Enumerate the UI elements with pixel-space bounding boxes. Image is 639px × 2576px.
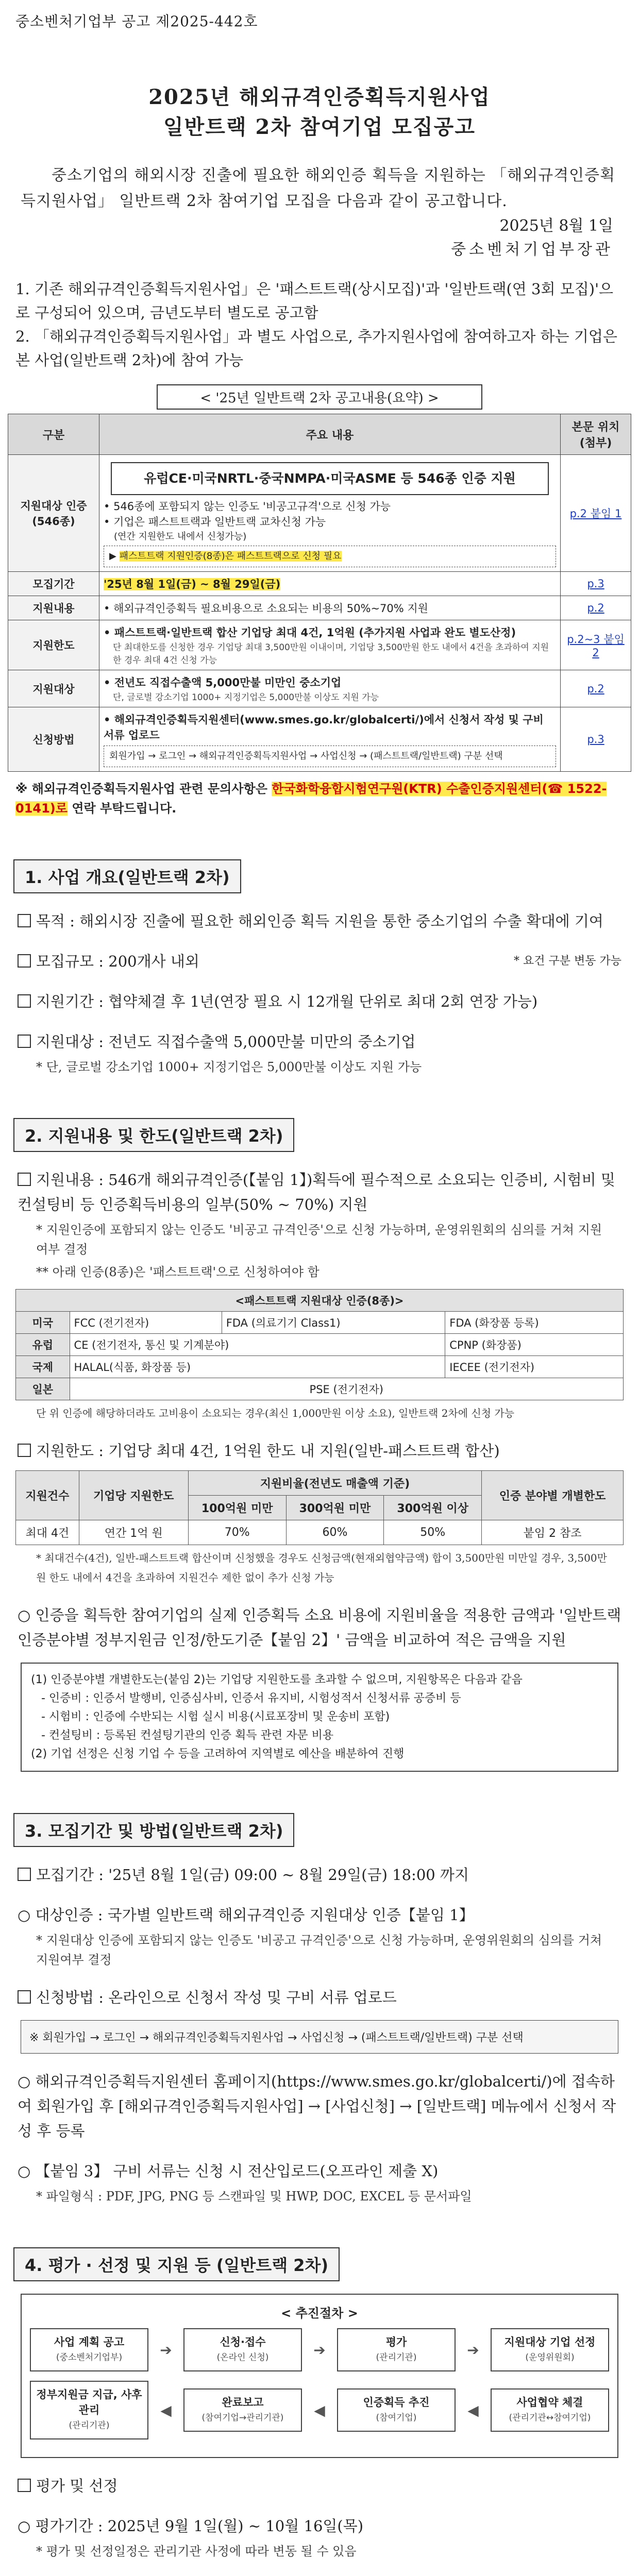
- ref-link[interactable]: p.2: [561, 596, 631, 620]
- ref-link[interactable]: p.2: [561, 670, 631, 707]
- checkbox-icon: [18, 1035, 31, 1048]
- s3-site: ○ 해외규격인증획득지원센터 홈페이지(https://www.smes.go.kr/globalcerti/)에 접속하여 회원가입 후 [해외규격인증획득지원사업] → [사업신청] → [일반트랙] 메뉴에서 신청서 작성 후 등록: [18, 2073, 616, 2140]
- row-content: • 해외규격인증획득 필요비용으로 소요되는 비용의 50%~70% 지원: [99, 596, 561, 620]
- ratio-note: * 최대건수(4건), 일반-패스트트랙 합산이며 신청했을 경우도 신청금액(현재외협약금액) 합이 3,500만원 미만일 경우, 3,500만원 한도 내에서 4건을 초과하여 지원건수 제한 없이 추가 신청 가능: [36, 1552, 607, 1584]
- s2-sub-note: * 지원인증에 포함되지 않는 인증도 '비공고 규격인증'으로 신청 가능하며, 운영위원회의 심의를 거쳐 지원여부 결정: [36, 1223, 602, 1257]
- section-4-title: 4. 평가 · 선정 및 지원 등 (일반트랙 2차): [13, 2247, 340, 2281]
- s3-period: 모집기간 : '25년 8월 1일(금) 09:00 ~ 8월 29일(금) 18:00 까지: [18, 1862, 621, 1887]
- section-2-title: 2. 지원내용 및 한도(일반트랙 2차): [13, 1118, 294, 1152]
- apply-flow: 회원가입 → 로그인 → 해외규격인증획득지원사업 → 사업신청 → (패스트트랙/일반트랙) 구분 선택: [104, 745, 556, 767]
- ratio-cell: 연간 1억 원: [79, 1520, 188, 1545]
- ratio-header: 기업당 지원한도: [79, 1471, 188, 1520]
- intro-paragraph: 중소기업의 해외시장 진출에 필요한 해외인증 획득을 지원하는 「해외규격인증획득지원사업」 일반트랙 2차 참여기업 모집을 다음과 같이 공고합니다.: [21, 166, 616, 210]
- fasttrack-table: [15, 1289, 624, 1400]
- cert-cell: PSE (전기전자): [70, 1378, 623, 1400]
- s3-method: 신청방법 : 온라인으로 신청서 작성 및 구비 서류 업로드: [18, 1985, 621, 2010]
- row-label-apply: 신청방법: [8, 707, 99, 772]
- target-item: (연간 지원한도 내에서 신청가능): [114, 531, 247, 542]
- contact-highlight: 한국화학융합시험연구원(KTR) 수출인증지원센터(☎ 1522-0141)로: [15, 782, 607, 816]
- s1-scale: 모집규모 : 200개사 내외 * 요건 구분 변동 가능: [18, 949, 621, 974]
- checkbox-icon: [18, 994, 31, 1008]
- process-step: 사업협약 체결 (관리기관↔참여기업): [491, 2388, 609, 2432]
- box-line: - 시험비 : 인증에 수반되는 시험 실시 비용(시료포장비 및 운송비 포함): [41, 1710, 390, 1723]
- ratio-subheader: 300억원 이상: [384, 1496, 482, 1520]
- section-3-title: 3. 모집기간 및 방법(일반트랙 2차): [13, 1813, 294, 1847]
- summary-caption: < '25년 일반트랙 2차 공고내용(요약) >: [157, 384, 482, 410]
- fasttrack-note: 단 위 인증에 해당하더라도 고비용이 소요되는 경우(최신 1,000만원 이상 소요), 일반트랙 2차에 신청 가능: [36, 1407, 515, 1419]
- title-line-2: 일반트랙 2차 참여기업 모집공고: [163, 115, 476, 139]
- apply-flow-box: ※ 회원가입 → 로그인 → 해외규격인증획득지원사업 → 사업신청 → (패스트트랙/일반트랙) 구분 선택: [21, 2020, 618, 2054]
- row-label-period: 모집기간: [8, 572, 99, 596]
- s1-eligibility: 지원대상 : 전년도 직접수출액 5,000만불 미만의 중소기업: [18, 1029, 621, 1054]
- s4-eval-period: ○ 평가기간 : 2025년 9월 1일(월) ~ 10월 16일(목): [18, 2517, 364, 2535]
- summary-header: 본문 위치(첨부): [561, 414, 631, 455]
- process-step: 사업 계획 공고 (중소벤처기업부): [30, 2328, 148, 2371]
- cert-cell: CPNP (화장품): [445, 1334, 624, 1356]
- row-label-content: 지원내용: [8, 596, 99, 620]
- ref-link[interactable]: p.2 붙임 1: [561, 455, 631, 572]
- elig-item: • 전년도 직접수출액 5,000만불 미만인 중소기업: [104, 676, 342, 689]
- checkbox-icon: [18, 914, 31, 927]
- process-step: 인증획득 추진 (참여기업): [337, 2388, 456, 2432]
- cert-box: 유럽CE·미국NRTL·중국NMPA·미국ASME 등 546종 인증 지원: [111, 462, 549, 495]
- s1-purpose: 목적 : 해외시장 진출에 필요한 해외인증 획득 지원을 통한 중소기업의 수출 확대에 기여: [18, 909, 621, 934]
- arrow-right-icon: ➔: [160, 2341, 172, 2359]
- target-item: • 기업은 패스트트랙과 일반트랙 교차신청 가능: [104, 516, 326, 528]
- ratio-cell: 최대 4건: [16, 1520, 79, 1545]
- scale-note: * 요건 구분 변동 가능: [514, 955, 621, 968]
- issuing-org: 중소벤처기업부장관: [451, 241, 613, 259]
- cost-items-box: [21, 1663, 618, 1772]
- box-line: (1) 인증분야별 개별한도는(붙임 2)는 기업당 지원한도를 초과할 수 없으며, 지원항목은 다음과 같음: [31, 1673, 523, 1686]
- section-1-title: 1. 사업 개요(일반트랙 2차): [13, 859, 241, 893]
- summary-header: 구분: [8, 414, 99, 455]
- s2-compare: ○ 인증을 획득한 참여기업의 실제 인증획득 소요 비용에 지원비율을 적용한 금액과 '일반트랙 인증분야별 정부지원금 인정/한도기준【붙임 2】' 금액을 비교하여 적은 금액을 지원: [18, 1606, 621, 1649]
- process-row-2: [30, 2381, 609, 2439]
- s3-attach: ○ 【붙임 3】 구비 서류는 신청 시 전산입로드(오프라인 제출 X): [18, 2162, 439, 2180]
- summary-header: 주요 내용: [99, 414, 561, 455]
- ratio-subheader: 300억원 미만: [286, 1496, 384, 1520]
- row-label-elig: 지원대상: [8, 670, 99, 707]
- checkbox-icon: [18, 1444, 31, 1457]
- arrow-right-icon: ➔: [467, 2341, 479, 2359]
- ratio-header: 인증 분야별 개별한도: [482, 1471, 624, 1520]
- support-ratio-table: [15, 1470, 624, 1545]
- region-cell: 유럽: [16, 1334, 70, 1356]
- process-step: 정부지원금 지급, 사후관리 (관리기관): [30, 2381, 148, 2439]
- arrow-left-icon: ◀: [314, 2401, 325, 2419]
- ratio-subheader: 100억원 미만: [188, 1496, 286, 1520]
- ratio-cell: 붙임 2 참조: [482, 1520, 624, 1545]
- ref-link[interactable]: p.3: [561, 707, 631, 772]
- box-line: (2) 기업 선정은 신청 기업 수 등을 고려하여 지역별로 예산을 배분하여 진행: [31, 1748, 405, 1760]
- process-row-1: [30, 2328, 609, 2371]
- row-label-target: 지원대상 인증 (546종): [8, 455, 99, 572]
- ratio-cell: 70%: [188, 1520, 286, 1545]
- s3-attach-sub: * 파일형식 : PDF, JPG, PNG 등 스캔파일 및 HWP, DOC, EXCEL 등 문서파일: [36, 2189, 472, 2204]
- s2-content: 지원내용 : 546개 해외규격인증(【붙임 1】)획득에 필수적으로 소요되는 인증비, 시험비 및 컨설팅비 등 인증획득비용의 일부(50% ~ 70%) 지원: [18, 1171, 615, 1213]
- limit-item: 단 최대한도를 신청한 경우 기업당 최대 3,500만원 이내이며, 기업당 3,500만원 한도 내에서 4건을 초과하여 지원한 경우 최대 4건 신청 가능: [113, 642, 549, 666]
- page-title: [5, 82, 634, 142]
- title-line-1: 2025년 해외규격인증획득지원사업: [148, 85, 491, 109]
- cert-cell: FDA (화장품 등록): [445, 1312, 624, 1334]
- checkbox-icon: [18, 1868, 31, 1881]
- region-cell: 국제: [16, 1356, 70, 1378]
- ratio-cell: 50%: [384, 1520, 482, 1545]
- checkbox-icon: [18, 1173, 31, 1186]
- s2-sub-note: ** 아래 인증(8종)은 '패스트트랙'으로 신청하여야 함: [36, 1265, 320, 1279]
- notice-date: 2025년 8월 1일: [499, 217, 613, 235]
- s3-target: ○ 대상인증 : 국가별 일반트랙 해외규격인증 지원대상 인증【붙임 1】: [18, 1906, 474, 1924]
- contact-notice: ※ 해외규격인증획득지원사업 관련 문의사항은 한국화학융합시험연구원(KTR) 수출인증지원센터(☎ 1522-0141)로 연락 부탁드립니다.: [15, 782, 607, 816]
- region-cell: 일본: [16, 1378, 70, 1400]
- ref-link[interactable]: p.2~3 붙임 2: [561, 620, 631, 670]
- s1-period: 지원기간 : 협약체결 후 1년(연장 필요 시 12개월 단위로 최대 2회 연장 가능): [18, 989, 621, 1014]
- row-target: [99, 455, 561, 572]
- intro-notes: [15, 277, 624, 372]
- process-diagram: [21, 2294, 618, 2458]
- region-cell: 미국: [16, 1312, 70, 1334]
- ref-link[interactable]: p.3: [561, 572, 631, 596]
- ratio-header: 지원건수: [16, 1471, 79, 1520]
- note-item: 1. 기존 해외규격인증획득지원사업」은 '패스트트랙(상시모집)'과 '일반트랙(연 3회 모집)'으로 구성되어 있으며, 금년도부터 별도로 공고함: [15, 280, 614, 321]
- arrow-right-icon: ➔: [313, 2341, 326, 2359]
- row-limit: [99, 620, 561, 670]
- checkbox-icon: [18, 954, 31, 968]
- process-step: 완료보고 (참여기업→관리기관): [183, 2388, 302, 2432]
- cert-cell: FCC (전기전자): [70, 1312, 222, 1334]
- checkbox-icon: [18, 2479, 31, 2492]
- s2-limit: 지원한도 : 기업당 최대 4건, 1억원 한도 내 지원(일반-패스트트랙 합산): [18, 1438, 621, 1463]
- checkbox-icon: [18, 1990, 31, 2004]
- target-item: • 546종에 포함되지 않는 인증도 '비공고규격'으로 신청 가능: [104, 500, 391, 513]
- cert-cell: IECEE (전기전자): [445, 1356, 624, 1378]
- box-line: - 컨설팅비 : 등록된 컨설팅기관의 인증 획득 관련 자문 비용: [41, 1729, 334, 1742]
- box-line: - 인증비 : 인증서 발행비, 인증심사비, 인증서 유지비, 시험성적서 신청서류 공증비 등: [41, 1692, 461, 1705]
- process-step: 평가 (관리기관): [337, 2328, 456, 2371]
- process-title: < 추진절차 >: [281, 2306, 358, 2320]
- s4-eval-period-sub: * 평가 및 선정일정은 관리기관 사정에 따라 변동 될 수 있음: [36, 2544, 357, 2558]
- s1-elig-note: * 단, 글로벌 강소기업 1000+ 지정기업은 5,000만불 이상도 지원 가능: [36, 1060, 422, 1074]
- ratio-header: 지원비율(전년도 매출액 기준): [188, 1471, 481, 1496]
- row-period: '25년 8월 1일(금) ~ 8월 29일(금): [99, 572, 561, 596]
- row-label-limit: 지원한도: [8, 620, 99, 670]
- s3-target-sub: * 지원대상 인증에 포함되지 않는 인증도 '비공고 규격인증'으로 신청 가능하며, 운영위원회의 심의를 거쳐 지원여부 결정: [36, 1933, 602, 1967]
- fasttrack-caption: <패스트트랙 지원대상 인증(8종)>: [16, 1290, 624, 1312]
- s4-eval-head: 평가 및 선정: [18, 2473, 621, 2498]
- process-step: 지원대상 기업 선정 (운영위원회): [491, 2328, 609, 2371]
- cert-cell: HALAL(식품, 화장품 등): [70, 1356, 445, 1378]
- summary-table: [8, 414, 631, 772]
- ratio-cell: 60%: [286, 1520, 384, 1545]
- arrow-left-icon: ◀: [467, 2401, 479, 2419]
- elig-item: 단, 글로벌 강소기업 1000+ 지정기업은 5,000만불 이상도 지원 가능: [113, 692, 379, 703]
- row-apply: [99, 707, 561, 772]
- note-item: 2. 「해외규격인증획득지원사업」과 별도 사업으로, 추가지원사업에 참여하고자 하는 기업은 본 사업(일반트랙 2차)에 참여 가능: [15, 328, 617, 369]
- limit-item: • 패스트트랙·일반트랙 합산 기업당 최대 4건, 1억원 (추가지원 사업과 완도 별도산정): [104, 626, 516, 639]
- process-step: 신청·접수 (온라인 신청): [183, 2328, 302, 2371]
- row-elig: [99, 670, 561, 707]
- apply-item: • 해외규격인증획득지원센터(www.smes.go.kr/globalcerti/)에서 신청서 작성 및 구비 서류 업로드: [104, 714, 544, 741]
- notice-number: 중소벤처기업부 공고 제2025-442호: [15, 13, 258, 30]
- arrow-left-icon: ◀: [160, 2401, 172, 2419]
- target-highlight: ▶ 패스트트랙 지원인증(8종)은 패스트트랙으로 신청 필요: [104, 546, 556, 567]
- cert-cell: CE (전기전자, 통신 및 기계분야): [70, 1334, 445, 1356]
- cert-cell: FDA (의료기기 Class1): [222, 1312, 445, 1334]
